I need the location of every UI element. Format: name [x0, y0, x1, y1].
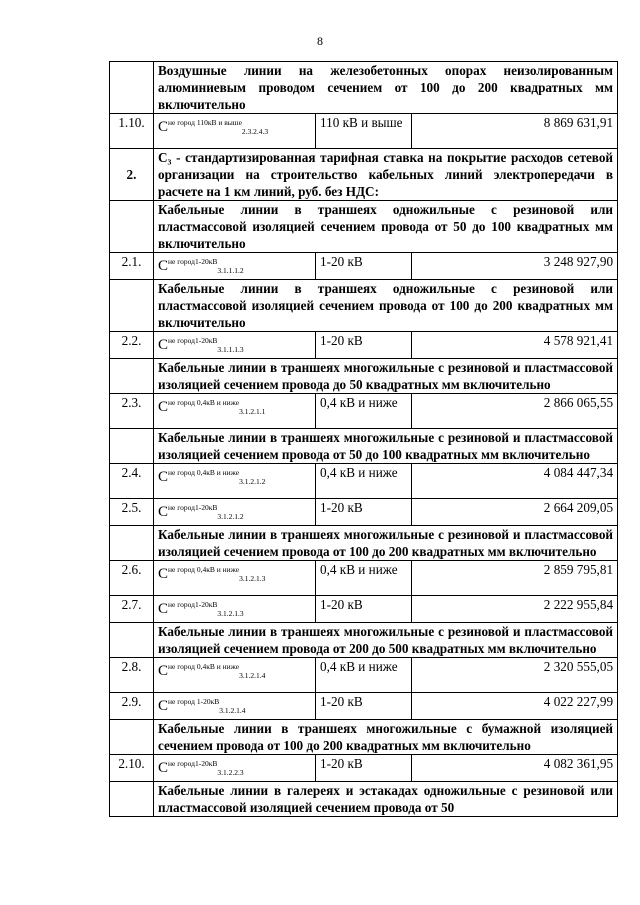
row-number: 2.5.	[110, 499, 154, 526]
category-heading: Кабельные линии в траншеях многожильные с бумажной изоляцией сечением провода от 100 до 200 квадратных мм включительно	[154, 720, 618, 755]
section-number: 2.	[110, 149, 154, 201]
empty-number-cell	[110, 201, 154, 253]
row-number: 2.6.	[110, 561, 154, 596]
rate-row	[110, 693, 618, 720]
rate-symbol-subscript: 3.1.2.1.3	[217, 609, 244, 618]
rate-value: 4 022 227,99	[412, 693, 618, 720]
rate-symbol: C	[158, 258, 169, 274]
empty-number-cell	[110, 429, 154, 464]
rate-symbol-subscript: 3.1.2.1.4	[219, 706, 246, 715]
rate-symbol-superscript: не город1-20кВ	[168, 759, 218, 768]
rate-value: 2 664 209,05	[412, 499, 618, 526]
rate-symbol-subscript: 2.3.2.4.3	[241, 127, 269, 136]
rate-symbol-superscript: не город1-20кВ	[168, 336, 218, 345]
category-heading-row	[110, 280, 618, 332]
rate-symbol-cell	[154, 755, 316, 782]
category-heading-row	[110, 720, 618, 755]
rate-value: 3 248 927,90	[412, 253, 618, 280]
row-number: 2.4.	[110, 464, 154, 499]
voltage-cell: 1-20 кВ	[316, 693, 412, 720]
row-number: 2.2.	[110, 332, 154, 359]
rate-symbol-superscript: не город1-20кВ	[168, 257, 218, 266]
voltage-cell: 1-20 кВ	[316, 499, 412, 526]
rate-symbol: C	[158, 469, 169, 485]
empty-number-cell	[110, 623, 154, 658]
row-number: 1.10.	[110, 114, 154, 149]
empty-number-cell	[110, 782, 154, 817]
voltage-cell: 1-20 кВ	[316, 332, 412, 359]
rate-symbol-cell	[154, 561, 316, 596]
rate-symbol: C	[158, 337, 169, 353]
category-heading: Кабельные линии в галереях и эстакадах одножильные с резиновой или пластмассовой изоляцией сечением провода от 50	[154, 782, 618, 817]
rate-row	[110, 755, 618, 782]
rate-value: 4 084 447,34	[412, 464, 618, 499]
rate-row	[110, 499, 618, 526]
rate-symbol: C	[158, 601, 169, 617]
section-description: C₃ - стандартизированная тарифная ставка на покрытие расходов сетевой организации на строительство кабельных линий электропередачи в расчете на 1 км линий, руб. без НДС:	[154, 149, 618, 201]
voltage-cell: 1-20 кВ	[316, 755, 412, 782]
empty-number-cell	[110, 526, 154, 561]
voltage-cell: 0,4 кВ и ниже	[316, 561, 412, 596]
voltage-cell: 0,4 кВ и ниже	[316, 658, 412, 693]
row-number: 2.8.	[110, 658, 154, 693]
rate-row	[110, 332, 618, 359]
rate-symbol-superscript: не город 110кВ и выше	[168, 118, 242, 127]
rate-value: 2 866 065,55	[412, 394, 618, 429]
rate-symbol-cell	[154, 658, 316, 693]
category-heading-row	[110, 359, 618, 394]
rate-symbol-subscript: 3.1.2.1.2	[239, 477, 266, 486]
rate-row	[110, 253, 618, 280]
category-heading-row	[110, 623, 618, 658]
rate-symbol-cell	[154, 693, 316, 720]
voltage-cell: 0,4 кВ и ниже	[316, 394, 412, 429]
section-row	[110, 149, 618, 201]
category-heading: Кабельные линии в траншеях многожильные с резиновой и пластмассовой изоляцией сечением провода от 50 до 100 квадратных мм включительно	[154, 429, 618, 464]
category-heading-row	[110, 201, 618, 253]
rate-value: 8 869 631,91	[412, 114, 618, 149]
rate-symbol-superscript: не город1-20кВ	[168, 600, 218, 609]
row-number: 2.10.	[110, 755, 154, 782]
rate-symbol: C	[158, 566, 169, 582]
voltage-cell: 1-20 кВ	[316, 596, 412, 623]
empty-number-cell	[110, 720, 154, 755]
rate-symbol-superscript: не город 0,4кВ и ниже	[168, 662, 240, 671]
rate-symbol-cell	[154, 464, 316, 499]
voltage-cell: 0,4 кВ и ниже	[316, 464, 412, 499]
rate-row	[110, 464, 618, 499]
category-heading-row	[110, 62, 618, 114]
rate-value: 2 320 555,05	[412, 658, 618, 693]
rates-table	[109, 61, 618, 817]
rate-symbol-subscript: 3.1.2.1.1	[239, 407, 266, 416]
category-heading-row	[110, 526, 618, 561]
rate-symbol-cell	[154, 596, 316, 623]
rate-row	[110, 114, 618, 149]
category-heading-row	[110, 782, 618, 817]
rate-value: 2 222 955,84	[412, 596, 618, 623]
voltage-cell: 1-20 кВ	[316, 253, 412, 280]
page-number: 8	[317, 34, 323, 48]
rate-value: 4 578 921,41	[412, 332, 618, 359]
category-heading: Кабельные линии в траншеях одножильные с резиновой или пластмассовой изоляцией сечением провода от 100 до 200 квадратных мм включительно	[154, 280, 618, 332]
row-number: 2.1.	[110, 253, 154, 280]
rate-value: 4 082 361,95	[412, 755, 618, 782]
rate-symbol-cell	[154, 499, 316, 526]
category-heading-row	[110, 429, 618, 464]
category-heading: Воздушные линии на железобетонных опорах неизолированным алюминиевым проводом сечением от 100 до 200 квадратных мм включительно	[154, 62, 618, 114]
voltage-cell: 110 кВ и выше	[316, 114, 412, 149]
rate-symbol-subscript: 3.1.1.1.2	[217, 266, 244, 275]
row-number: 2.9.	[110, 693, 154, 720]
rate-row	[110, 596, 618, 623]
rate-symbol-subscript: 3.1.2.1.3	[239, 574, 266, 583]
rate-value: 2 859 795,81	[412, 561, 618, 596]
rate-symbol-cell	[154, 114, 316, 149]
rate-row	[110, 561, 618, 596]
category-heading: Кабельные линии в траншеях многожильные с резиновой и пластмассовой изоляцией сечением провода от 200 до 500 квадратных мм включительно	[154, 623, 618, 658]
rate-symbol-superscript: не город 1-20кВ	[168, 697, 220, 706]
row-number: 2.3.	[110, 394, 154, 429]
rate-symbol-cell	[154, 332, 316, 359]
rate-symbol-subscript: 3.1.2.1.4	[239, 671, 266, 680]
category-heading: Кабельные линии в траншеях одножильные с резиновой или пластмассовой изоляцией сечением провода от 50 до 100 квадратных мм включительно	[154, 201, 618, 253]
rate-symbol-superscript: не город1-20кВ	[168, 503, 218, 512]
row-number: 2.7.	[110, 596, 154, 623]
rate-row	[110, 394, 618, 429]
rate-symbol-cell	[154, 253, 316, 280]
empty-number-cell	[110, 359, 154, 394]
rate-symbol-subscript: 3.1.2.2.3	[217, 768, 244, 777]
rate-symbol-subscript: 3.1.1.1.3	[217, 345, 244, 354]
rate-symbol-cell	[154, 394, 316, 429]
rate-symbol: C	[158, 399, 169, 415]
rate-row	[110, 658, 618, 693]
rate-symbol-superscript: не город 0,4кВ и ниже	[168, 468, 240, 477]
empty-number-cell	[110, 280, 154, 332]
category-heading: Кабельные линии в траншеях многожильные с резиновой и пластмассовой изоляцией сечением провода до 50 квадратных мм включительно	[154, 359, 618, 394]
rate-symbol-subscript: 3.1.2.1.2	[217, 512, 244, 521]
rate-symbol: C	[158, 698, 169, 714]
rate-symbol-superscript: не город 0,4кВ и ниже	[168, 565, 240, 574]
category-heading: Кабельные линии в траншеях многожильные с резиновой и пластмассовой изоляцией сечением провода от 100 до 200 квадратных мм включительно	[154, 526, 618, 561]
rate-symbol: C	[158, 663, 169, 679]
rate-symbol: C	[158, 119, 169, 135]
rate-symbol-superscript: не город 0,4кВ и ниже	[168, 398, 240, 407]
empty-number-cell	[110, 62, 154, 114]
rate-symbol: C	[158, 504, 169, 520]
rate-symbol: C	[158, 760, 169, 776]
